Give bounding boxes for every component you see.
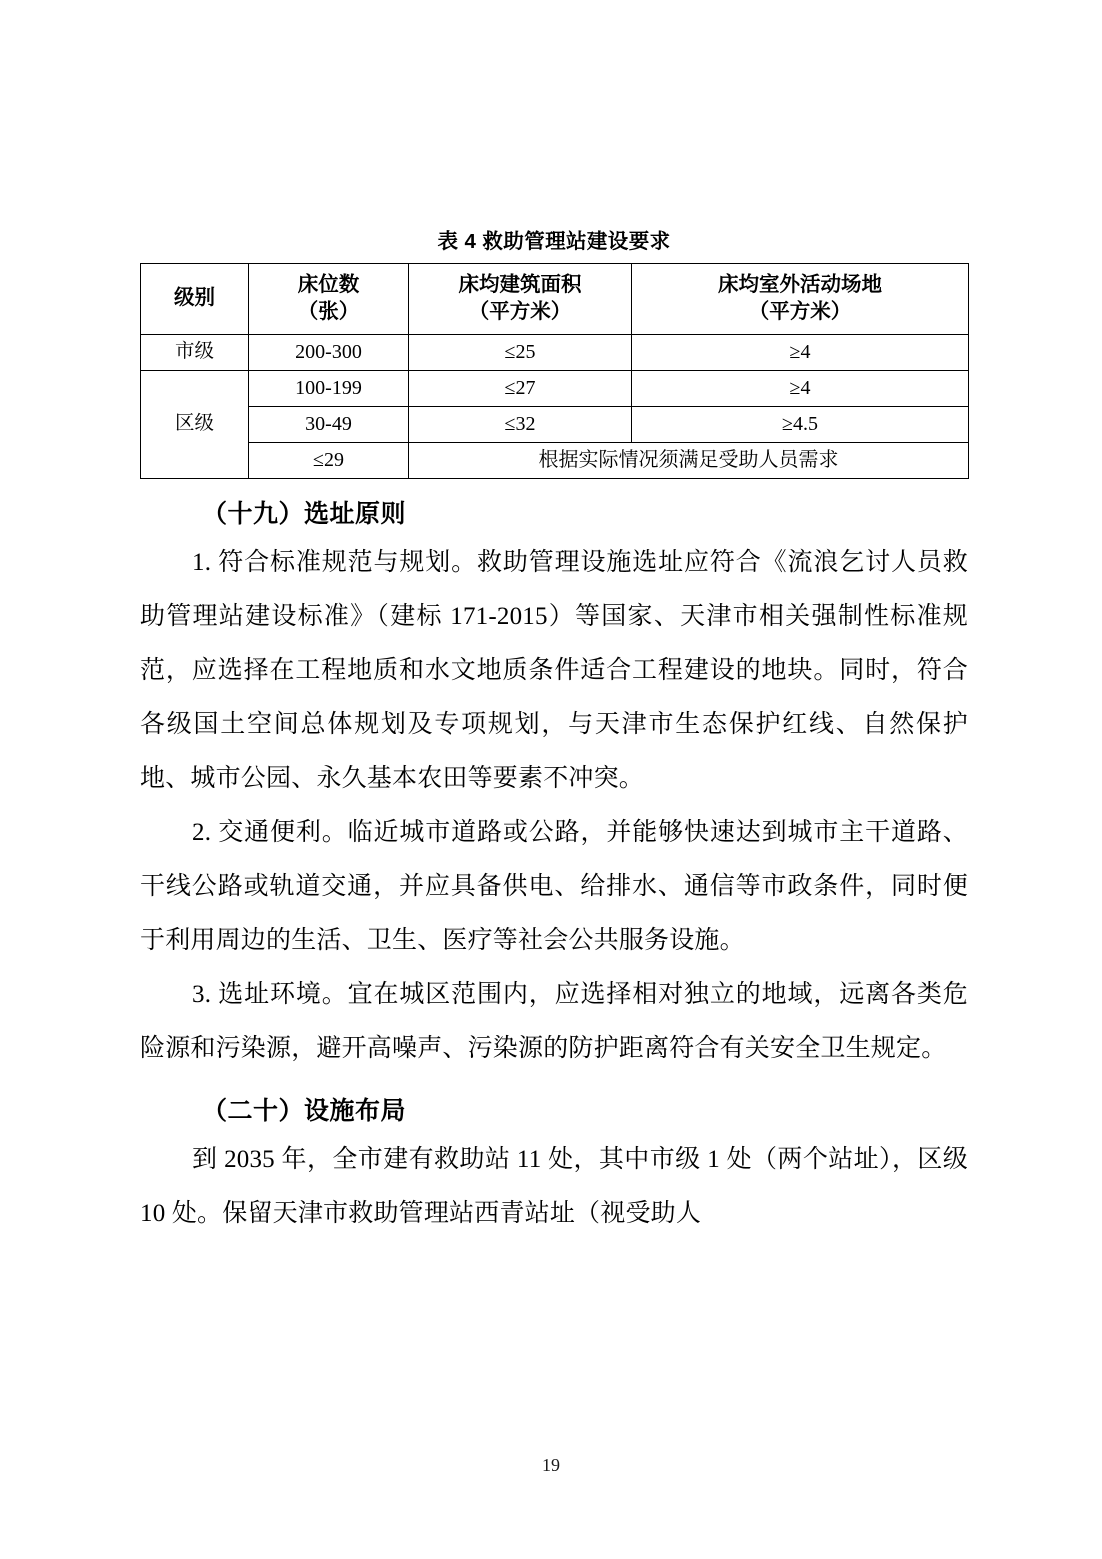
column-header-outdoor-area	[632, 263, 969, 334]
column-header-floor-area	[409, 263, 632, 334]
section-heading-facility-layout: （二十）设施布局	[202, 1096, 407, 1125]
cell-floor-area-district-2: ≤32	[409, 406, 632, 442]
paragraph-siting-3: 3. 选址环境。宜在城区范围内，应选择相对独立的地域，远离各类危险源和污染源，避开高噪声、污染源的防护距离符合有关安全卫生规定。	[140, 980, 968, 1062]
table-row	[141, 370, 969, 406]
table-header-row	[141, 263, 969, 334]
paragraph-layout-1: 到 2035 年，全市建有救助站 11 处，其中市级 1 处（两个站址），区级 10 处。保留天津市救助管理站西青站址（视受助人	[140, 1146, 968, 1228]
cell-level-district: 区级	[141, 370, 249, 478]
column-header-level	[141, 263, 249, 334]
cell-outdoor-area-municipal: ≥4	[632, 334, 969, 370]
column-header-beds-line1: 床位数	[297, 272, 360, 296]
column-header-outdoor-area-line2: （平方米）	[748, 299, 852, 323]
column-header-floor-area-line2: （平方米）	[468, 299, 572, 323]
cell-beds-municipal: 200-300	[249, 334, 409, 370]
cell-merged-note: 根据实际情况须满足受助人员需求	[409, 442, 969, 478]
cell-level-municipal: 市级	[141, 334, 249, 370]
column-header-floor-area-line1: 床均建筑面积	[458, 272, 582, 296]
cell-beds-district-1: 100-199	[249, 370, 409, 406]
table-row	[141, 442, 969, 478]
cell-outdoor-area-district-1: ≥4	[632, 370, 969, 406]
table-body	[141, 334, 969, 478]
cell-floor-area-municipal: ≤25	[409, 334, 632, 370]
cell-floor-area-district-1: ≤27	[409, 370, 632, 406]
paragraph-siting-1: 1. 符合标准规范与规划。救助管理设施选址应符合《流浪乞讨人员救助管理站建设标准》（建标 171-2015）等国家、天津市相关强制性标准规范，应选择在工程地质和水文地质条件适合工程建设的地块。同时，符合各级国土空间总体规划及专项规划，与天津市生态保护红线、自然保护地、城市公园、永久基本农田等要素不冲突。	[140, 548, 968, 792]
cell-outdoor-area-district-2: ≥4.5	[632, 406, 969, 442]
rescue-station-requirements-table	[140, 263, 969, 479]
column-header-outdoor-area-line1: 床均室外活动场地	[718, 272, 882, 296]
page-content	[140, 230, 968, 1241]
table-caption: 表 4 救助管理站建设要求	[437, 230, 671, 253]
cell-beds-district-3: ≤29	[249, 442, 409, 478]
table-row	[141, 406, 969, 442]
paragraph-siting-2: 2. 交通便利。临近城市道路或公路，并能够快速达到城市主干道路、干线公路或轨道交通，并应具备供电、给排水、通信等市政条件，同时便于利用周边的生活、卫生、医疗等社会公共服务设施。	[140, 818, 968, 954]
page-number: 19	[542, 1455, 560, 1475]
cell-beds-district-2: 30-49	[249, 406, 409, 442]
table-header	[141, 263, 969, 334]
table-row	[141, 334, 969, 370]
column-header-beds-line2: （张）	[297, 299, 360, 323]
section-heading-siting-principles: （十九）选址原则	[202, 499, 407, 528]
column-header-level-line1: 级别	[174, 286, 215, 310]
column-header-beds	[249, 263, 409, 334]
